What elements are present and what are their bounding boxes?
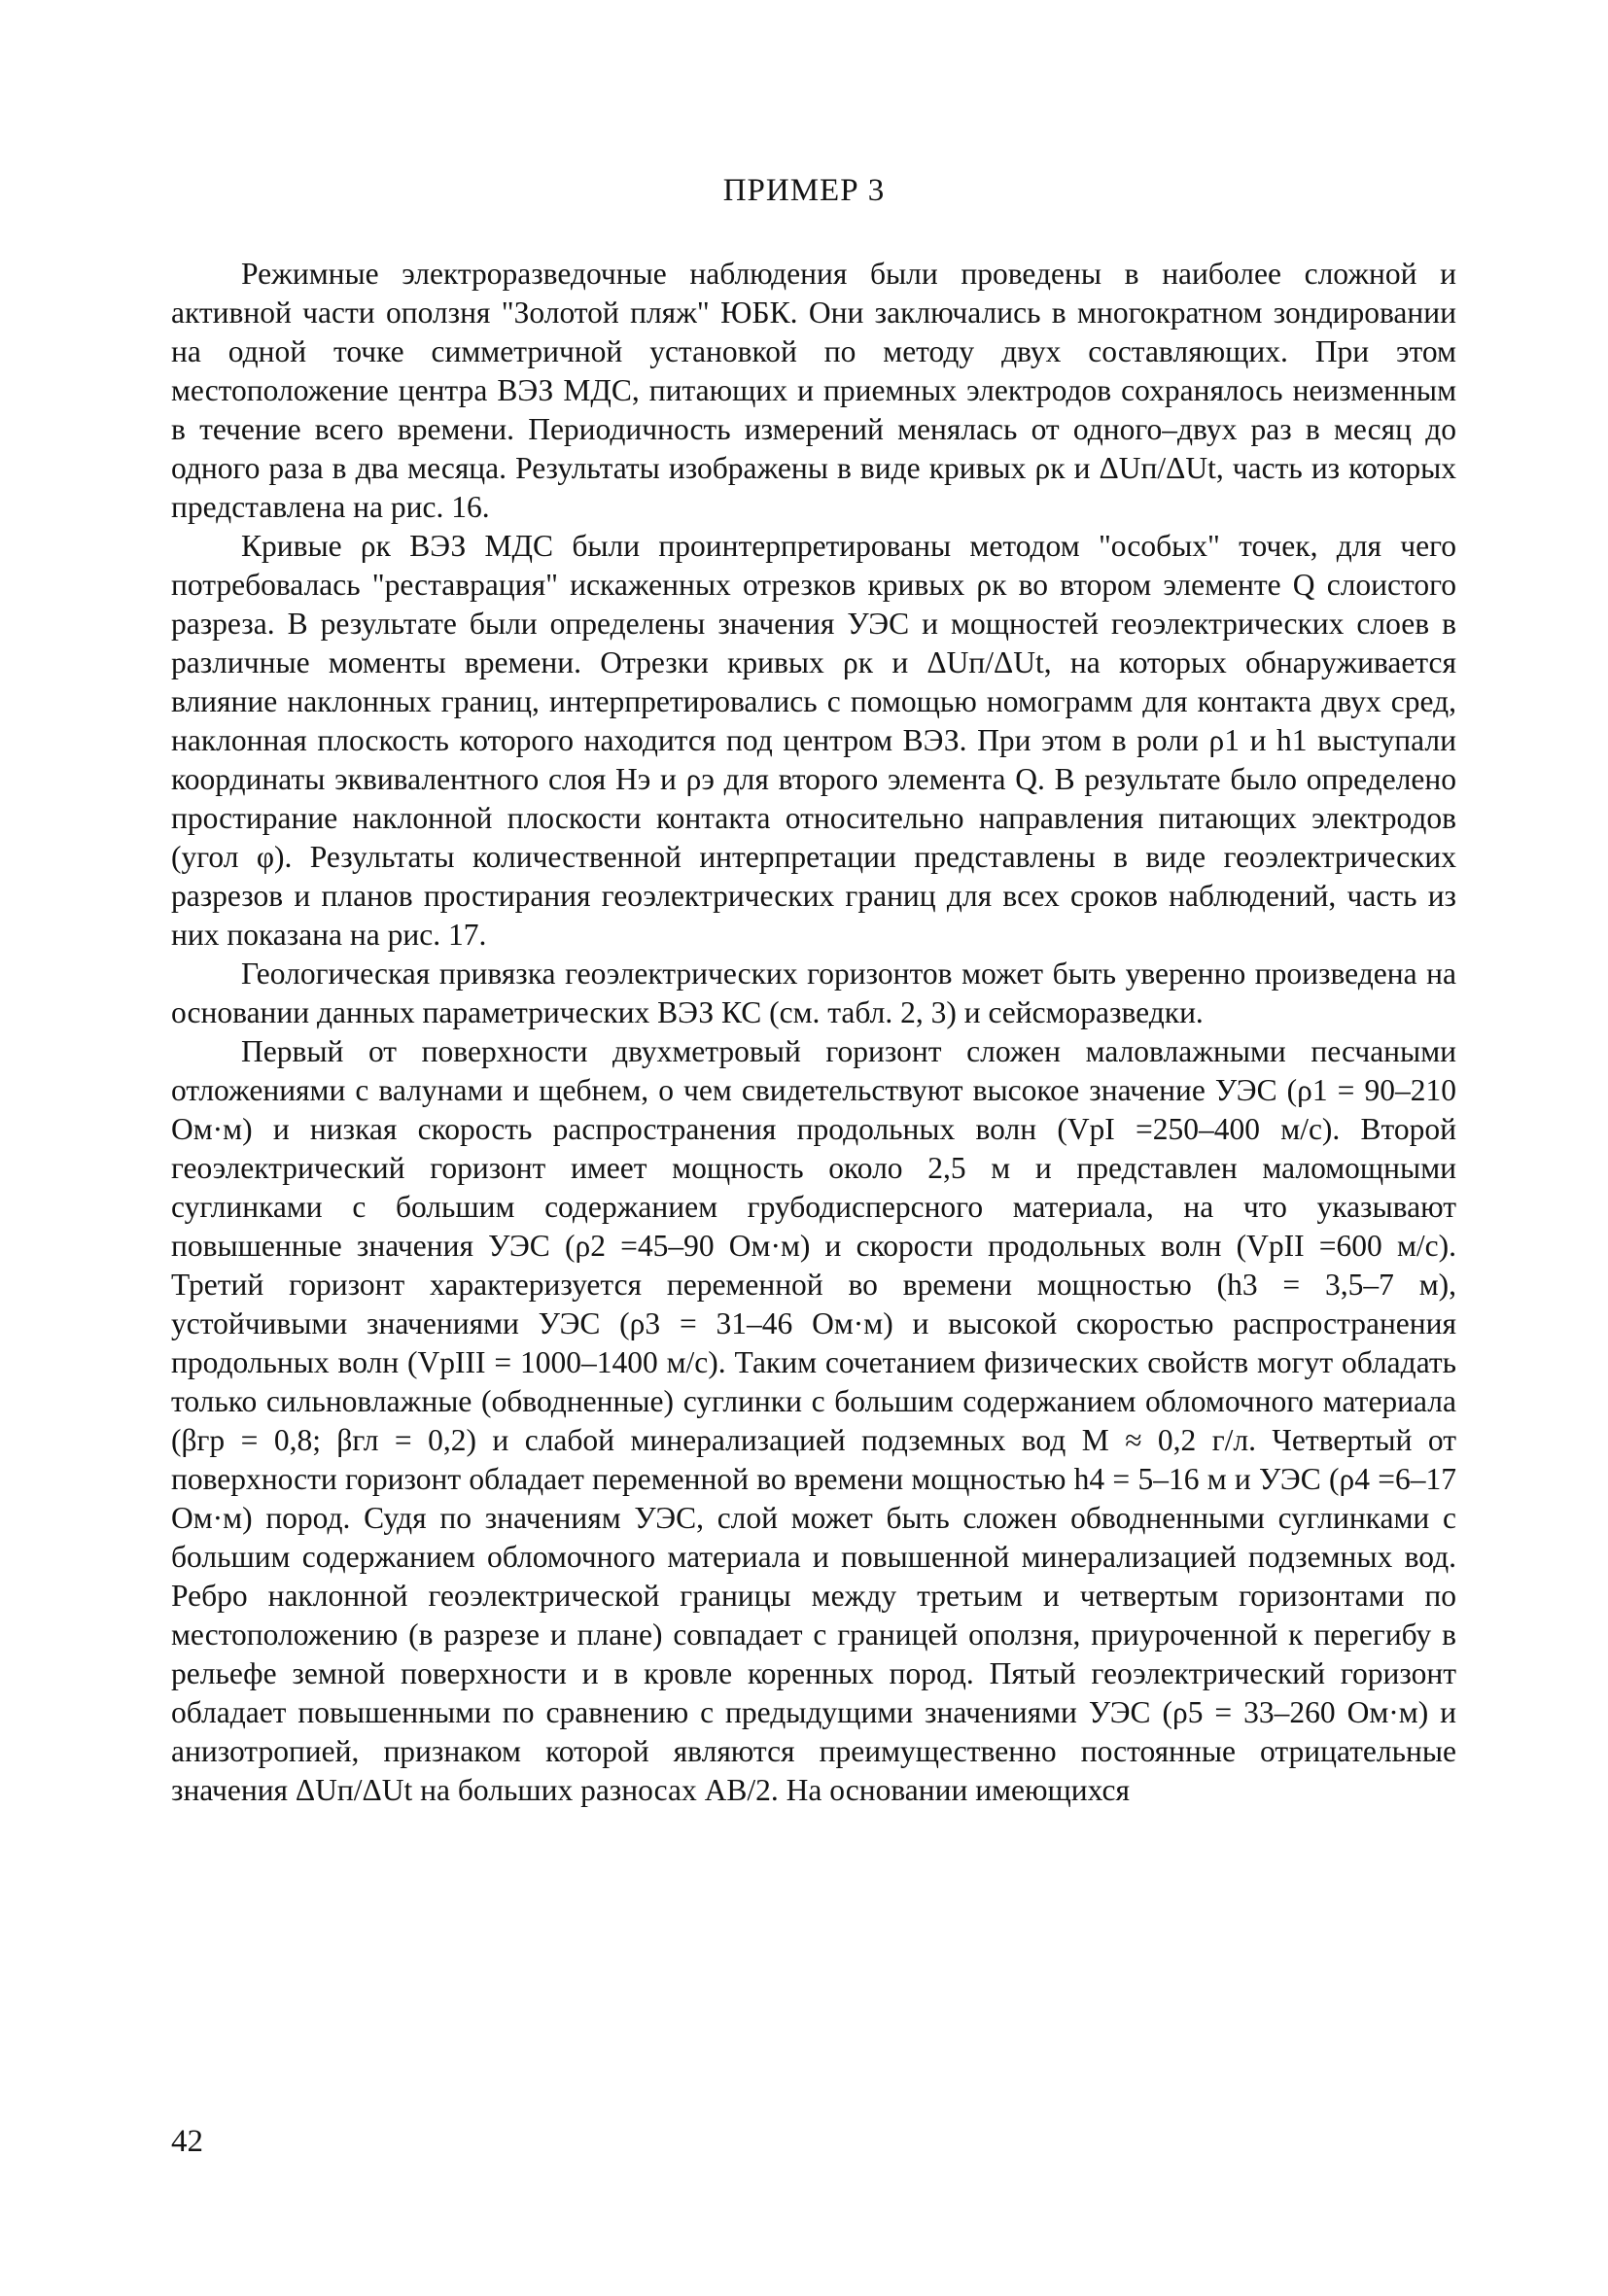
- paragraph-3: Геологическая привязка геоэлектрических горизонтов может быть уверенно произведена на основании данных параметрических ВЭЗ КС (см. табл. 2, 3) и сейсморазведки.: [171, 957, 1456, 1029]
- body-text: [171, 255, 1456, 1810]
- paragraph-4: Первый от поверхности двухметровый горизонт сложен маловлажными песчаными отложениями с валунами и щебнем, о чем свидетельствуют высокое значение УЭС (ρ1 = 90–210 Ом·м) и низкая скорость распространения продольных волн (VpI =250–400 м/с). Второй геоэлектрический горизонт имеет мощность около 2,5 м и представлен маломощными суглинками с большим содержанием грубодисперсного материала, на что указывают повышенные значения УЭС (ρ2 =45–90 Ом·м) и скорости продольных волн (VpII =600 м/с). Третий горизонт характеризуется переменной во времени мощностью (h3 = 3,5–7 м), устойчивыми значениями УЭС (ρ3 = 31–46 Ом·м) и высокой скоростью распространения продольных волн (VpIII = 1000–1400 м/с). Таким сочетанием физических свойств могут обладать только сильновлажные (обводненные) суглинки с большим содержанием обломочного материала (βгр = 0,8; βгл = 0,2) и слабой минерализацией подземных вод M ≈ 0,2 г/л. Четвертый от поверхности горизонт обладает переменной во времени мощностью h4 = 5–16 м и УЭС (ρ4 =6–17 Ом·м) пород. Судя по значениям УЭС, слой может быть сложен обводненными суглинками с большим содержанием обломочного материала и повышенной минерализацией подземных вод. Ребро наклонной геоэлектрической границы между третьим и четвертым горизонтами по местоположению (в разрезе и плане) совпадает с границей оползня, приуроченной к перегибу в рельефе земной поверхности и в кровле коренных пород. Пятый геоэлектрический горизонт обладает повышенными по сравнению с предыдущими значениями УЭС (ρ5 = 33–260 Ом·м) и анизотропией, признаком которой являются преимущественно постоянные отрицательные значения ΔUп/ΔUt на больших разносах AB/2. На основании имеющихся: [171, 1034, 1456, 1807]
- paragraph-1: Режимные электроразведочные наблюдения были проведены в наиболее сложной и активной части оползня "Золотой пляж" ЮБК. Они заключались в многократном зондировании на одной точке симметричной установкой по методу двух составляющих. При этом местоположение центра ВЭЗ МДС, питающих и приемных электродов сохранялось неизменным в течение всего времени. Периодичность измерений менялась от одного–двух раз в месяц до одного раза в два месяца. Результаты изображены в виде кривых ρк и ΔUп/ΔUt, часть из которых представлена на рис. 16.: [171, 257, 1456, 524]
- page-number: 42: [171, 2124, 203, 2159]
- paragraph-2: Кривые ρк ВЭЗ МДС были проинтерпретированы методом "особых" точек, для чего потребовалась "реставрация" искаженных отрезков кривых ρк во втором элементе Q слоистого разреза. В результате были определены значения УЭС и мощностей геоэлектрических слоев в различные моменты времени. Отрезки кривых ρк и ΔUп/ΔUt, на которых обнаруживается влияние наклонных границ, интерпретировались с помощью номограмм для контакта двух сред, наклонная плоскость которого находится под центром ВЭЗ. При этом в роли ρ1 и h1 выступали координаты эквивалентного слоя Hэ и ρэ для второго элемента Q. В результате было определено простирание наклонной плоскости контакта относительно направления питающих электродов (угол φ). Результаты количественной интерпретации представлены в виде геоэлектрических разрезов и планов простирания геоэлектрических границ для всех сроков наблюдений, часть из них показана на рис. 17.: [171, 529, 1456, 952]
- page-title: ПРИМЕР 3: [722, 173, 886, 208]
